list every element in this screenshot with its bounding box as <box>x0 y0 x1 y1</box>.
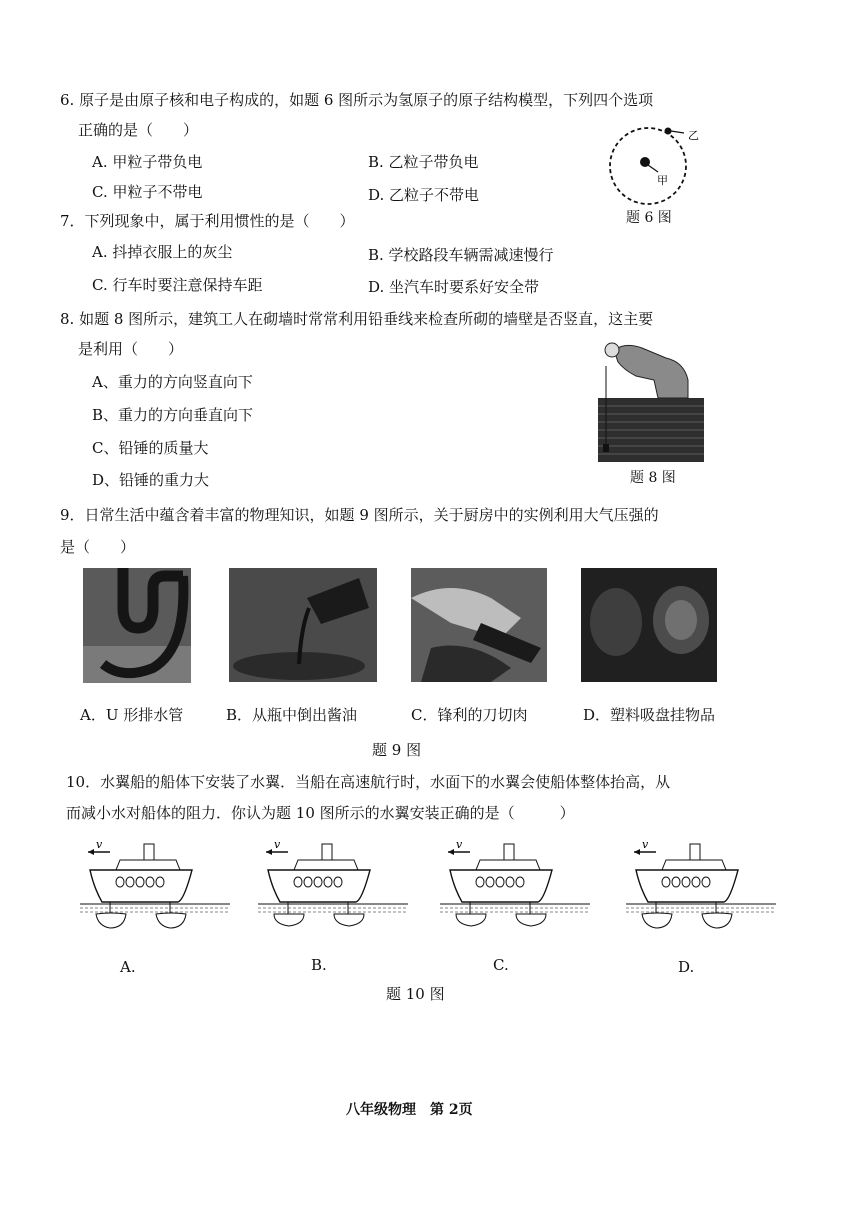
q9-stem-line1: 9．日常生活中蕴含着丰富的物理知识，如题 9 图所示，关于厨房中的实例利用大气压强的 <box>60 506 659 524</box>
photo-knife-cutting-meat <box>411 568 547 682</box>
q9-stem-line2: 是（ ） <box>60 538 136 556</box>
bricklayer-plumb-line-figure <box>596 336 708 464</box>
q6-option-a: A. 甲粒子带负电 <box>92 153 203 171</box>
q7-option-d: D. 坐汽车时要系好安全带 <box>368 278 540 296</box>
q8-stem-line2: 是利用（ ） <box>78 340 184 358</box>
velocity-label: v <box>96 838 103 851</box>
photo-u-drain-pipe <box>83 568 191 683</box>
photo-suction-cup-hooks <box>581 568 717 682</box>
q10-option-b: B. <box>311 956 327 974</box>
label-jia: 甲 <box>657 174 668 187</box>
q6-option-b: B. 乙粒子带负电 <box>368 153 479 171</box>
q8-stem-line1: 8. 如题 8 图所示，建筑工人在砌墙时常常利用铅垂线来检查所砌的墙壁是否竖直，这主要 <box>60 310 654 328</box>
q6-option-c: C. 甲粒子不带电 <box>92 183 203 201</box>
q8-option-c: C、铅锤的质量大 <box>92 439 209 457</box>
q10-figure-caption: 题 10 图 <box>386 985 445 1003</box>
page-footer: 八年级物理 第 2页 <box>346 1102 473 1118</box>
photo-pouring-soy-sauce <box>229 568 377 682</box>
q6-option-d: D. 乙粒子不带电 <box>368 186 480 204</box>
q9-caption-d: D．塑料吸盘挂物品 <box>583 706 716 724</box>
hydrofoil-boat-diagram-d <box>626 838 776 938</box>
q10-stem-line1: 10．水翼船的船体下安装了水翼．当船在高速航行时，水面下的水翼会使船体整体抬高，从 <box>66 773 671 791</box>
hydrogen-atom-figure <box>598 118 710 210</box>
q8-option-a: A、重力的方向竖直向下 <box>92 373 253 391</box>
q7-option-c: C. 行车时要注意保持车距 <box>92 276 263 294</box>
q8-option-d: D、铅锤的重力大 <box>92 471 210 489</box>
q10-stem-line2: 而减小水对船体的阻力．你认为题 10 图所示的水翼安装正确的是（ ） <box>66 804 575 822</box>
velocity-label: v <box>642 838 649 851</box>
q6-figure-caption: 题 6 图 <box>626 210 672 226</box>
q6-stem-line1: 6. 原子是由原子核和电子构成的，如题 6 图所示为氢原子的原子结构模型，下列四个选项 <box>60 91 654 109</box>
q7-option-b: B. 学校路段车辆需减速慢行 <box>368 246 554 264</box>
label-yi: 乙 <box>688 129 699 142</box>
velocity-label: v <box>456 838 463 851</box>
q8-option-b: B、重力的方向垂直向下 <box>92 406 254 424</box>
q9-caption-a: A．U 形排水管 <box>80 706 184 724</box>
hydrofoil-boat-diagram-c <box>440 838 590 938</box>
q6-stem-line2: 正确的是（ ） <box>78 121 199 139</box>
q8-figure-caption: 题 8 图 <box>630 470 676 486</box>
hydrofoil-boat-diagram-a <box>80 838 230 938</box>
q9-caption-c: C．锋利的刀切肉 <box>411 706 528 724</box>
q7-option-a: A. 抖掉衣服上的灰尘 <box>92 243 233 261</box>
q9-caption-b: B．从瓶中倒出酱油 <box>226 706 358 724</box>
q9-figure-caption: 题 9 图 <box>372 741 422 759</box>
electron-particle <box>665 128 672 135</box>
q7-stem: 7．下列现象中，属于利用惯性的是（ ） <box>60 212 355 230</box>
q10-option-d: D. <box>678 958 695 976</box>
velocity-label: v <box>274 838 281 851</box>
q10-option-a: A. <box>120 958 136 976</box>
q10-option-c: C. <box>493 956 509 974</box>
hydrofoil-boat-diagram-b <box>258 838 408 938</box>
